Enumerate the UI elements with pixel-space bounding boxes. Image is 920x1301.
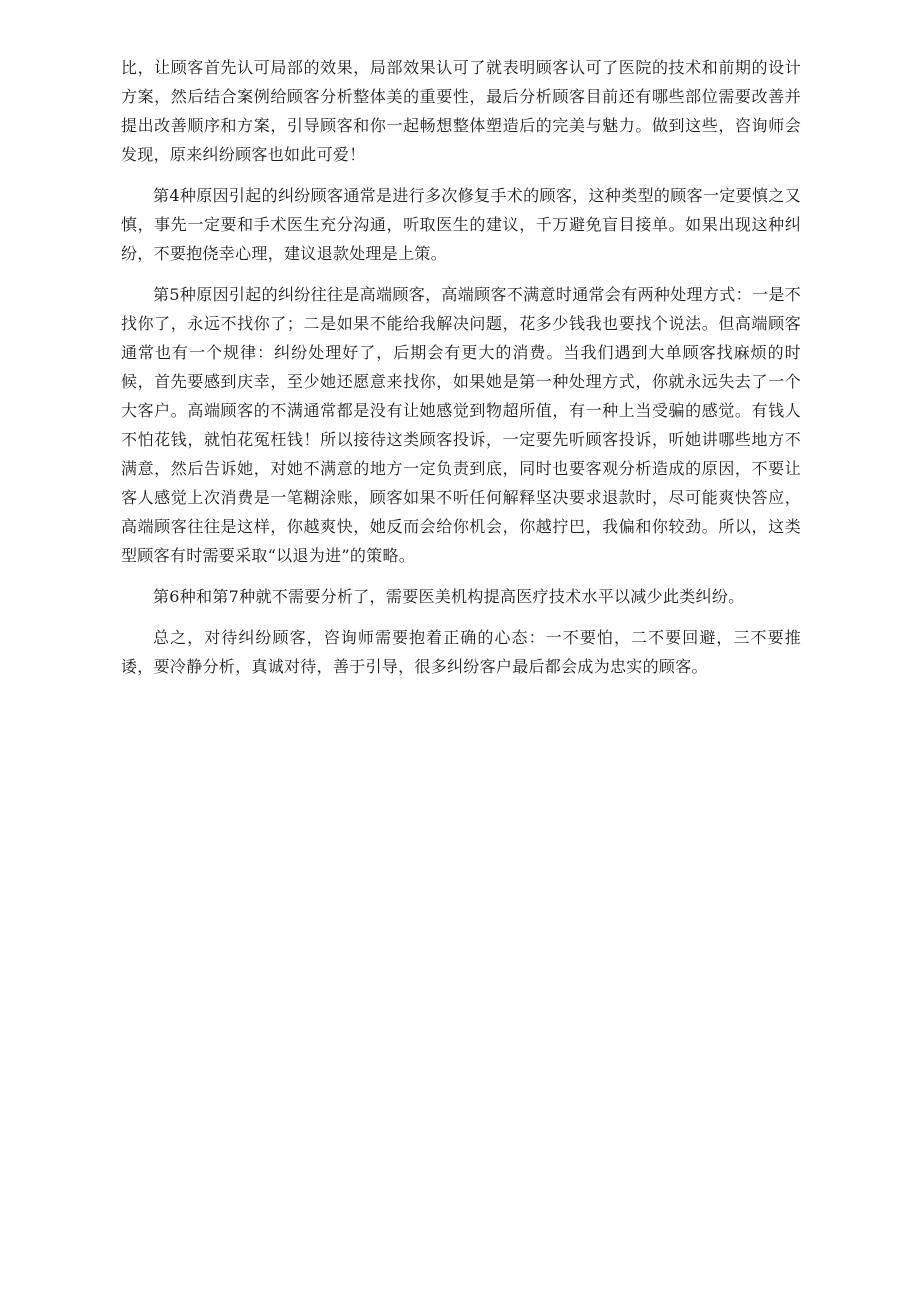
paragraph-continuation: 比，让顾客首先认可局部的效果，局部效果认可了就表明顾客认可了医院的技术和前期的设计方案，然后结合案例给顾客分析整体美的重要性，最后分析顾客目前还有哪些部位需要改善并提出改善顺序和方案，引导顾客和你一起畅想整体塑造后的完美与魅力。做到这些，咨询师会发现，原来纠纷顾客也如此可爱！ <box>121 58 801 164</box>
paragraph-reason-5: 第5种原因引起的纠纷往往是高端顾客，高端顾客不满意时通常会有两种处理方式：一是不找你了，永远不找你了；二是如果不能给我解决问题，花多少钱我也要找个说法。但高端顾客通常也有一个规律：纠纷处理好了，后期会有更大的消费。当我们遇到大单顾客找麻烦的时候，首先要感到庆幸，至少她还愿意来找你，如果她是第一种处理方式，你就永远失去了一个大客户。高端顾客的不满通常都是没有让她感觉到物超所值，有一种上当受骗的感觉。有钱人不怕花钱，就怕花冤枉钱！所以接待这类顾客投诉，一定要先听顾客投诉，听她讲哪些地方不满意，然后告诉她，对她不满意的地方一定负责到底，同时也要客观分析造成的原因，不要让客人感觉上次消费是一笔糊涂账，顾客如果不听任何解释坚决要求退款时，尽可能爽快答应，高端顾客往往是这样，你越爽快，她反而会给你机会，你越拧巴，我偏和你较劲。所以，这类型顾客有时需要采取“以退为进”的策略。 <box>121 285 801 565</box>
paragraph-reason-4: 第4种原因引起的纠纷顾客通常是进行多次修复手术的顾客，这种类型的顾客一定要慎之又慎，事先一定要和手术医生充分沟通，听取医生的建议，千万避免盲目接单。如果出现这种纠纷，不要抱侥幸心理，建议退款处理是上策。 <box>121 186 801 263</box>
paragraph-reason-6-7: 第6种和第7种就不需要分析了，需要医美机构提高医疗技术水平以减少此类纠纷。 <box>153 587 745 606</box>
document-body <box>121 53 801 693</box>
paragraph-summary: 总之，对待纠纷顾客，咨询师需要抱着正确的心态：一不要怕，二不要回避，三不要推诿，要冷静分析，真诚对待，善于引导，很多纠纷客户最后都会成为忠实的顾客。 <box>121 628 801 676</box>
